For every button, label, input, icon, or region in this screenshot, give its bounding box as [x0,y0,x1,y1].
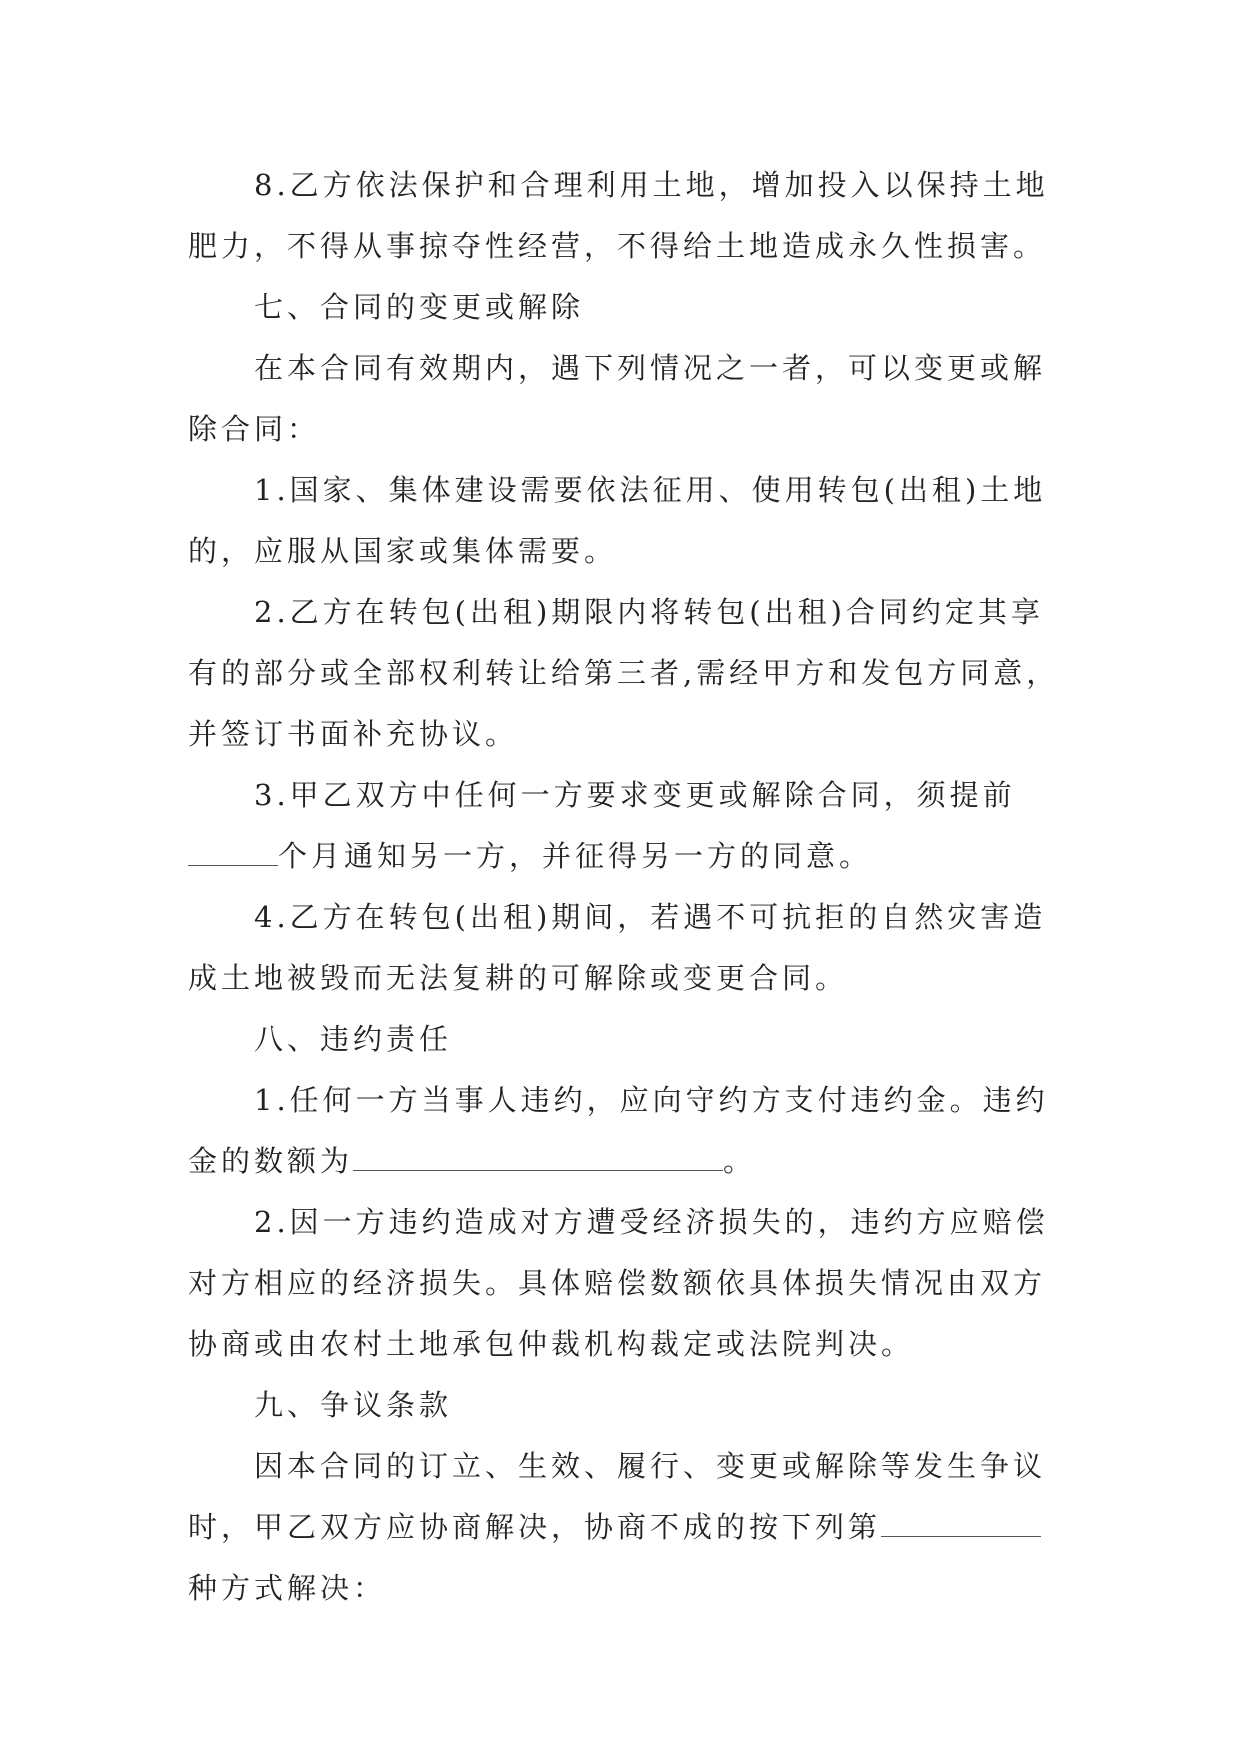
paragraph-8-line-2: 肥力，不得从事掠夺性经营，不得给土地造成永久性损害。 [188,229,1047,263]
liability-2-line-2: 对方相应的经济损失。具体赔偿数额依具体损失情况由双方 [188,1266,1047,1300]
clause-3-line-2-text: 个月通知另一方，并征得另一方的同意。 [278,839,873,873]
document-body [188,155,1060,1619]
clause-3-line-2 [188,826,1048,887]
clause-3-line-1: 3.甲乙双方中任何一方要求变更或解除合同，须提前 [254,778,1016,812]
clause-2-line-2: 有的部分或全部权利转让给第三者,需经甲方和发包方同意， [188,656,1060,690]
section-heading-7: 七、合同的变更或解除 [254,290,585,324]
liability-1-line-2-suffix: 。 [723,1144,757,1178]
notice-months-blank[interactable] [188,831,278,866]
liability-1-line-1: 1.任何一方当事人违约，应向守约方支付违约金。违约 [254,1083,1049,1117]
clause-4-line-1: 4.乙方在转包(出租)期间，若遇不可抗拒的自然灾害造 [254,900,1047,934]
penalty-amount-blank[interactable] [353,1136,723,1171]
liability-1-line-2-prefix: 金的数额为 [188,1144,354,1178]
clause-4-line-2: 成土地被毁而无法复耕的可解除或变更合同。 [188,961,849,995]
dispute-line-3: 种方式解决： [188,1571,387,1605]
dispute-method-blank[interactable] [881,1502,1041,1537]
liability-2-line-3: 协商或由农村土地承包仲裁机构裁定或法院判决。 [188,1327,915,1361]
clause-1-line-2: 的，应服从国家或集体需要。 [188,534,618,568]
paragraph-conditions-line-1: 在本合同有效期内，遇下列情况之一者，可以变更或解 [254,351,1047,385]
dispute-line-2 [188,1497,1048,1558]
liability-2-line-1: 2.因一方违约造成对方遭受经济损失的，违约方应赔偿 [254,1205,1049,1239]
clause-2-line-3: 并签订书面补充协议。 [188,717,519,751]
dispute-line-2-prefix: 时，甲乙双方应协商解决，协商不成的按下列第 [188,1510,882,1544]
paragraph-conditions-line-2: 除合同： [188,412,321,446]
clause-1-line-1: 1.国家、集体建设需要依法征用、使用转包(出租)土地 [254,473,1047,507]
clause-2-line-1: 2.乙方在转包(出租)期限内将转包(出租)合同约定其享 [254,595,1044,629]
liability-1-line-2 [188,1131,1048,1192]
dispute-line-1: 因本合同的订立、生效、履行、变更或解除等发生争议 [254,1449,1047,1483]
section-heading-8: 八、违约责任 [254,1022,453,1056]
section-heading-9: 九、争议条款 [254,1388,453,1422]
paragraph-8-line-1: 8.乙方依法保护和合理利用土地，增加投入以保持土地 [254,168,1049,202]
